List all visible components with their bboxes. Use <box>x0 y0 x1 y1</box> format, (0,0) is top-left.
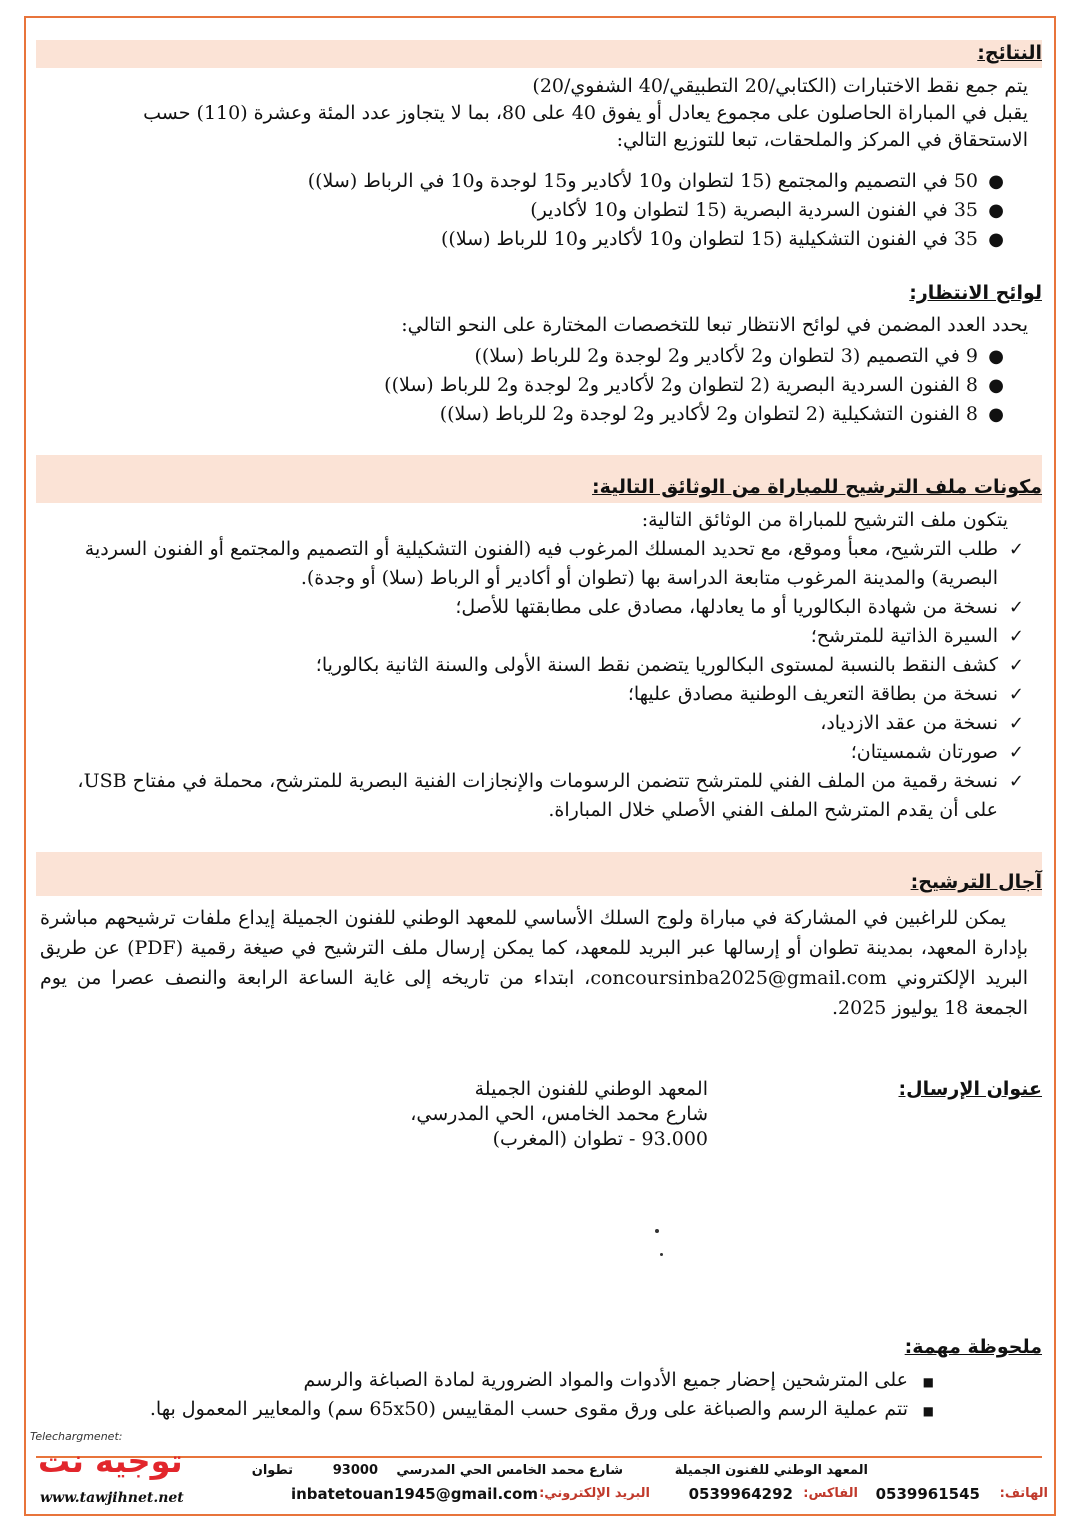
footer-email-label: البريد الإلكتروني: <box>539 1486 650 1501</box>
list-item: ✓ صورتان شمسيتان؛ <box>50 738 1028 767</box>
list-item: ✓ نسخة من عقد الازدياد، <box>50 709 1028 738</box>
address-block <box>410 1077 708 1152</box>
list-item: ■ تتم عملية الرسم والصباغة على ورق مقوى حسب المقاييس (65x50 سم) والمعايير المعمول بها. <box>40 1395 938 1424</box>
check-icon: ✓ <box>1008 539 1024 560</box>
square-bullet-icon: ■ <box>922 1404 934 1418</box>
square-bullet-icon: ■ <box>922 1375 934 1389</box>
list-item: ● 8 الفنون التشكيلية (2 لتطوان و2 لأكادير و2 لوجدة و2 للرباط (سلا)) <box>40 400 1008 429</box>
watermark-brand: توجيه نت <box>38 1442 183 1480</box>
scan-speck <box>655 1229 659 1233</box>
list-item: ✓ كشف النقط بالنسبة لمستوى البكالوريا يتضمن نقط السنة الأولى والسنة الثانية بكالوريا؛ <box>50 651 1028 680</box>
file-title: مكونات ملف الترشيح للمباراة من الوثائق التالية: <box>592 476 1042 498</box>
list-item: ✓ نسخة من شهادة البكالوريا أو ما يعادلها، مصادق على مطابقتها للأصل؛ <box>50 593 1028 622</box>
bullet-icon: ● <box>988 229 1004 250</box>
address-line-3: 93.000 - تطوان (المغرب) <box>492 1128 708 1150</box>
note-list <box>40 1366 938 1424</box>
check-icon: ✓ <box>1008 626 1024 647</box>
check-icon: ✓ <box>1008 655 1024 676</box>
watermark-logo <box>30 1430 205 1510</box>
list-item: ✓ السيرة الذاتية للمترشح؛ <box>50 622 1028 651</box>
list-item: ● 50 في التصميم والمجتمع (15 لتطوان و10 لأكادير و15 لوجدة و10 في الرباط (سلا)) <box>40 167 1008 196</box>
check-icon: ✓ <box>1008 771 1024 792</box>
footer-institute: المعهد الوطني للفنون الجميلة <box>674 1463 868 1478</box>
watermark-url: www.tawjihnet.net <box>40 1490 184 1506</box>
list-item: ■ على المترشحين إحضار جميع الأدوات والمواد الضرورية لمادة الصباغة والرسم <box>40 1366 938 1395</box>
section-band-results <box>36 40 1042 68</box>
watermark-download-label: Telechargmenet: <box>30 1430 123 1443</box>
bullet-icon: ● <box>988 346 1004 367</box>
list-item: ● 8 الفنون السردية البصرية (2 لتطوان و2 لأكادير و2 لوجدة و2 للرباط (سلا)) <box>40 371 1008 400</box>
address-title: عنوان الإرسال: <box>898 1078 1042 1100</box>
footer-email: inbatetouan1945@gmail.com <box>290 1485 538 1503</box>
waitlist-intro: يحدد العدد المضمن في لوائح الانتظار تبعا للتخصصات المختارة على النحو التالي: <box>401 314 1028 336</box>
list-item: ✓ طلب الترشيح، معبأ وموقع، مع تحديد المسلك المرغوب فيه (الفنون التشكيلية أو التصميم والمجتمع أو الفنون السردية البصرية) والمدينة المرغوب متابعة الدراسة بها (تطوان أو أكادير أو الرباط (سلا) أو وجدة). <box>50 535 1028 593</box>
file-intro: يتكون ملف الترشيح للمباراة من الوثائق التالية: <box>641 509 1008 531</box>
results-title: النتائج: <box>977 42 1042 64</box>
list-item: ✓ نسخة رقمية من الملف الفني للمترشح تتضمن الرسومات والإنجازات الفنية البصرية للمترشح، محملة في مفتاح USB، على أن يقدم المترشح الملف الفني الأصلي خلال المباراة. <box>50 767 1028 825</box>
deadlines-title: آجال الترشيح: <box>910 871 1042 893</box>
check-icon: ✓ <box>1008 713 1024 734</box>
footer-city: تطوان <box>251 1463 293 1478</box>
footer-phone: 0539961545 <box>875 1485 980 1503</box>
section-band-deadlines <box>36 852 1042 896</box>
address-line-1: المعهد الوطني للفنون الجميلة <box>474 1078 708 1100</box>
footer-fax: 0539964292 <box>688 1485 793 1503</box>
note-title: ملحوظة مهمة: <box>904 1336 1042 1358</box>
footer-fax-label: الفاكس: <box>803 1486 858 1501</box>
list-item: ✓ نسخة من بطاقة التعريف الوطنية مصادق عليها؛ <box>50 680 1028 709</box>
list-item: ● 35 في الفنون التشكيلية (15 لتطوان و10 لأكادير و10 للرباط (سلا)) <box>40 225 1008 254</box>
deadlines-text: يمكن للراغبين في المشاركة في مباراة ولوج السلك الأساسي للمعهد الوطني للفنون الجميلة إيداع ملفات ترشيحهم مباشرة بإدارة المعهد، بمدينة تطوان أو إرسالها عبر البريد للمعهد، كما يمكن إرسال ملف الترشيح في صيغة رقمية (PDF) عن طريق البريد الإلكتروني concoursinba2025@gmail.com، ابتداء من تاريخه إلى غاية الساعة الرابعة والنصف عصرا من يوم الجمعة 18 يوليوز 2025. <box>40 907 1029 1019</box>
check-icon: ✓ <box>1008 742 1024 763</box>
list-item: ● 9 في التصميم (3 لتطوان و2 لأكادير و2 لوجدة و2 للرباط (سلا)) <box>40 342 1008 371</box>
address-line-2: شارع محمد الخامس، الحي المدرسي، <box>410 1103 708 1125</box>
bullet-icon: ● <box>988 171 1004 192</box>
results-text <box>40 73 1028 154</box>
results-line-1: يتم جمع نقط الاختبارات (الكتابي/20 التطبيقي/40 الشفوي/20) <box>532 75 1028 97</box>
results-list <box>40 167 1008 254</box>
list-item: ● 35 في الفنون السردية البصرية (15 لتطوان و10 لأكادير) <box>40 196 1008 225</box>
bullet-icon: ● <box>988 375 1004 396</box>
bullet-icon: ● <box>988 404 1004 425</box>
bullet-icon: ● <box>988 200 1004 221</box>
file-list <box>50 535 1028 825</box>
results-line-2: يقبل في المباراة الحاصلون على مجموع يعادل أو يفوق 40 على 80، بما لا يتجاوز عدد المئة وعشرة (110) حسب <box>143 102 1028 124</box>
footer-postal: 93000 <box>332 1463 378 1478</box>
waitlist-title: لوائح الانتظار: <box>909 282 1042 304</box>
footer-street: شارع محمد الخامس الحي المدرسي <box>396 1463 623 1478</box>
results-line-3: الاستحقاق في المركز والملحقات، تبعا للتوزيع التالي: <box>616 129 1028 151</box>
check-icon: ✓ <box>1008 684 1024 705</box>
footer-phone-label: الهاتف: <box>999 1486 1048 1501</box>
check-icon: ✓ <box>1008 597 1024 618</box>
scan-speck <box>660 1253 663 1256</box>
waitlist-list <box>40 342 1008 429</box>
